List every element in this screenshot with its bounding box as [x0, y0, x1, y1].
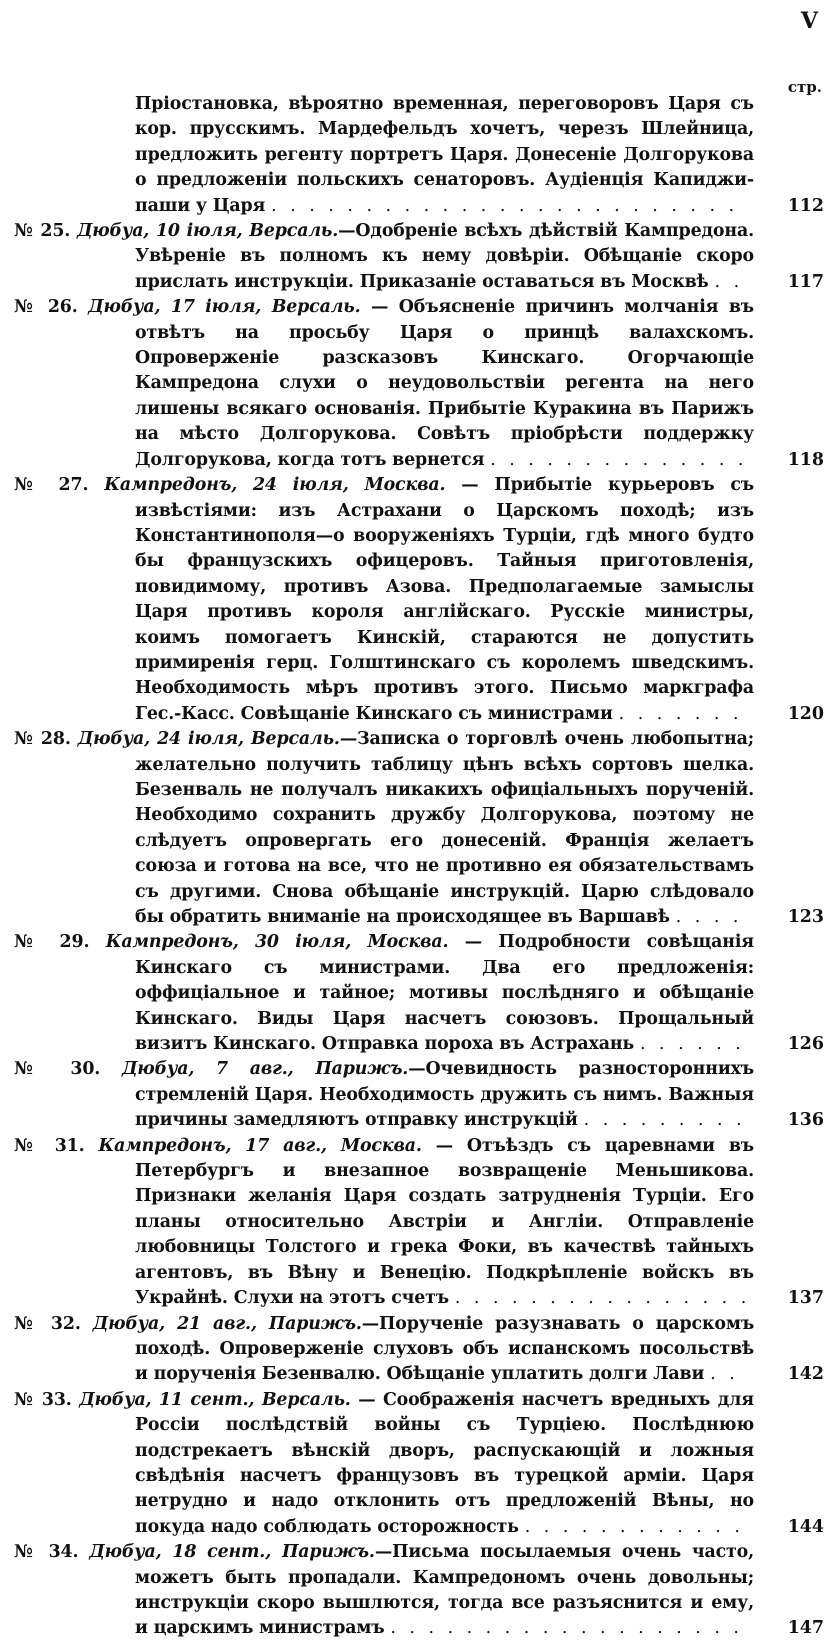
page-number: V	[800, 8, 818, 34]
entry-text-block	[14, 1134, 824, 1312]
toc-entry	[14, 1134, 824, 1312]
entry-page: 118	[787, 449, 824, 470]
leader-dots: . . . . . . . . . . . . . . . . . . .	[390, 1618, 743, 1639]
entry-number: № 27.	[14, 475, 89, 496]
leader-dots: . .	[714, 271, 744, 292]
entry-text: —Очевидность разностороннихъ стремленій Царя. Необходимость дружить съ нимъ. Важныя причины замедляютъ отправку инструкцій	[135, 1059, 754, 1131]
toc-entry	[14, 1057, 824, 1133]
toc-entry	[14, 1312, 824, 1388]
entry-page: 120	[787, 703, 824, 724]
entry-number: № 30.	[14, 1059, 101, 1080]
entry-page: 137	[787, 1288, 824, 1309]
entry-number: № 33.	[14, 1389, 72, 1410]
entry-header: Дюбуа, 17 іюля, Версаль.	[88, 297, 361, 318]
entry-text: Пріостановка, вѣроятно временная, переговоровъ Царя съ кор. прусскимъ. Мардефельдъ хочетъ, черезъ Шлейница, предложить регенту портретъ Царя. Донесеніе Долгорукова о предложеніи польскихъ сенаторовъ. Аудіенція Капиджи-паши у Царя	[135, 94, 754, 216]
toc-entry	[14, 219, 824, 295]
entry-page: 117	[787, 271, 824, 292]
entry-header: Дюбуа, 21 авг., Парижъ.	[92, 1313, 362, 1334]
entry-page: 126	[787, 1034, 824, 1055]
entry-header: Кампредонъ, 17 авг., Москва.	[98, 1135, 422, 1156]
entry-page: 112	[787, 195, 824, 216]
entry-number: № 31.	[14, 1135, 85, 1156]
entry-text: —Одобреніе всѣхъ дѣйствій Кампредона. Увѣреніе въ полномъ къ нему довѣріи. Обѣщаніе скоро прислать инструкціи. Приказаніе оставаться въ Москвѣ	[135, 221, 754, 292]
entry-text: —Записка о торговлѣ очень любопытна; желательно получить таблицу цѣнъ всѣхъ сортовъ шелка. Безенваль не получалъ никакихъ офиціальныхъ порученій. Необходимо сохранить дружбу Долгорукова, поэтому не слѣдуетъ опровергать его донесеній. Франція желаетъ союза и готова на все, что не противно ея обязательствамъ съ другими. Снова обѣщаніе инструкцій. Царю слѣдовало бы обратить вниманіе на происходящее въ Варшавѣ	[135, 729, 754, 927]
entry-text: — Объясненіе причинъ молчанія въ отвѣтъ на просьбу Царя о принцѣ валахскомъ. Опроверженіе разсказовъ Кинскаго. Огорчающіе Кампредона слухи о неудовольствіи регента на него лишены всякаго основанія. Прибытіе Куракина въ Парижъ на мѣсто Долгорукова. Совѣтъ пріобрѣсти поддержку Долгорукова, когда тотъ вернется	[135, 297, 754, 470]
entry-page: 147	[787, 1618, 824, 1639]
entry-page: 142	[787, 1364, 824, 1385]
page-column-header: стр.	[787, 78, 822, 96]
entry-text-block	[14, 1057, 824, 1133]
entry-number: № 28.	[14, 729, 71, 750]
entry-page: 144	[787, 1516, 824, 1537]
entry-text: — Отъѣздъ съ царевнами въ Петербургъ и внезапное возвращеніе Меньшикова. Признаки желанія Царя создать затрудненія Турціи. Его планы относительно Австріи и Англіи. Отправленіе любовницы Толстого и грека Фоки, въ качествѣ тайныхъ агентовъ, въ Вѣну и Венецію. Подкрѣпленіе войскъ въ Украйнѣ. Слухи на этотъ счетъ	[135, 1135, 754, 1309]
toc-entry	[14, 295, 824, 473]
leader-dots: . . . . . . .	[618, 703, 743, 724]
leader-dots: . . . . . .	[639, 1034, 745, 1055]
leader-dots: . . . .	[675, 907, 743, 927]
entry-text: —Письма посылаемыя очень часто, можетъ быть пропадали. Кампредономъ очень довольны; инструкціи скоро вышлются, тогда все разъяснится и ему, и царскимъ министрамъ	[135, 1542, 754, 1639]
entry-number: № 32.	[14, 1313, 81, 1334]
entry-header: Дюбуа, 11 сент., Версаль.	[79, 1389, 351, 1410]
entry-number: № 26.	[14, 297, 78, 318]
entry-text: — Прибытіе курьеровъ съ извѣстіями: изъ Астрахани о Царскомъ походѣ; изъ Константинополя—о вооруженіяхъ Турціи, гдѣ много будто бы французскихъ офицеровъ. Тайныя приготовленія, повидимому, противъ Азова. Предполагаемые замыслы Царя противъ короля англійскаго. Русскіе министры, коимъ помогаетъ Кинскій, стараются не допустить примиренія герц. Голштинскаго съ королемъ шведскимъ. Необходимость мѣръ противъ этого. Письмо маркграфа Гес.-Касс. Совѣщаніе Кинскаго съ министрами	[135, 475, 754, 724]
leader-dots: . . . . . . . . . . . . . . . .	[454, 1288, 751, 1309]
entry-text-block	[14, 295, 824, 473]
entry-header: Кампредонъ, 30 іюля, Москва.	[105, 932, 449, 953]
toc-entry-continuation	[14, 92, 824, 219]
leader-dots: . . . . . . . . . . . . . . . . . . . . . . . . .	[271, 195, 739, 216]
toc-entry	[14, 473, 824, 727]
toc-entry	[14, 1540, 824, 1642]
entry-header: Дюбуа, 7 авг., Парижъ.	[121, 1059, 409, 1080]
entry-text-block	[14, 1388, 824, 1540]
entry-header: Кампредонъ, 24 іюля, Москва.	[104, 475, 446, 496]
entry-text: — Подробности совѣщанія Кинскаго съ министрами. Два его предложенія: оффиціальное и тайное; мотивы послѣдняго и обѣщаніе Кинскаго. Виды Царя насчетъ союзовъ. Прощальный визитъ Кинскаго. Отправка пороха въ Астрахань	[135, 932, 754, 1055]
entry-text-block	[14, 92, 824, 219]
entry-text-block	[14, 219, 824, 295]
entry-text: —Порученіе разузнавать о царскомъ походѣ. Опроверженіе слуховъ объ испанскомъ посольствѣ и порученія Безенвалю. Обѣщаніе уплатить долги Лави	[135, 1313, 755, 1385]
entry-text-block	[14, 473, 824, 727]
entry-text: — Соображенія насчетъ вредныхъ для Россіи послѣдствій войны съ Турціею. Послѣднюю подстрекаетъ вѣнскій дворъ, распускающій и ложныя свѣдѣнія насчетъ французовъ въ турецкой арміи. Царя нетрудно и надо отклонить отъ предложеній Вѣны, но покуда надо соблюдать осторожность	[135, 1389, 754, 1537]
entry-text-block	[14, 1540, 824, 1642]
toc-entry	[14, 727, 824, 930]
entry-number: № 29.	[14, 932, 90, 953]
entry-number: № 34.	[14, 1542, 79, 1563]
entry-text-block	[14, 1312, 824, 1388]
leader-dots: . . . . . . . . . . . .	[524, 1516, 744, 1537]
entry-text-block	[14, 930, 824, 1057]
entry-page: 123	[787, 907, 824, 927]
entry-header: Дюбуа, 24 іюля, Версаль.	[77, 729, 340, 750]
toc-entries	[14, 92, 824, 1642]
entry-header: Дюбуа, 18 сент., Парижъ.	[89, 1542, 375, 1563]
entry-text-block	[14, 727, 824, 930]
entry-number: № 25.	[14, 221, 71, 242]
leader-dots: . . . . . . . . . . . . . .	[490, 449, 748, 470]
toc-entry	[14, 930, 824, 1057]
entry-page: 136	[787, 1110, 824, 1131]
leader-dots: . .	[710, 1364, 739, 1385]
leader-dots: . . . . . . . . .	[583, 1110, 746, 1131]
entry-header: Дюбуа, 10 іюля, Версаль.	[76, 221, 339, 242]
toc-entry	[14, 1388, 824, 1540]
